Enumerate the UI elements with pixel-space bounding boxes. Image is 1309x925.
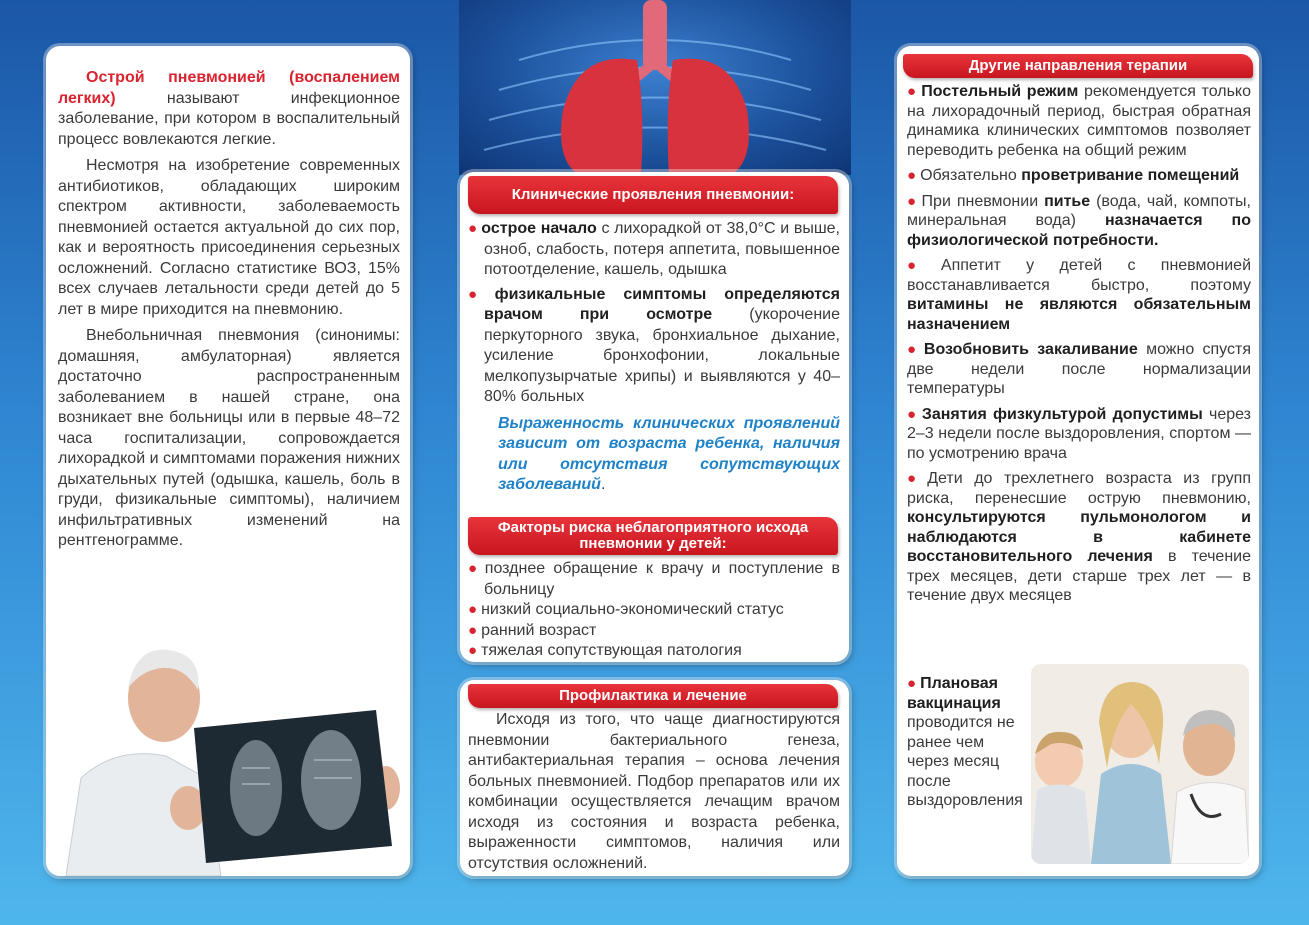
risk-item — [468, 621, 840, 642]
intro-text — [58, 68, 400, 552]
clinical-note-text: Выраженность клинических проявлений зависит от возраста ребенка, наличия или отсутствия сопутствующих заболеваний — [498, 414, 840, 493]
community-pneumonia-paragraph: Внебольничная пневмония (синонимы: домашняя, амбулаторная) является достаточно распространенным заболеванием в нашей стране, она возникает вне больницы или в первые 48–72 часа госпитализации, сопровождается лихорадкой и симптомами поражения нижних дыхательных путей (одышка, кашель, боль в груди, физикальные симптомы), наличием инфильтративных изменений на рентгенограмме. — [58, 327, 400, 549]
followup-pre: Дети до трехлетнего возраста из групп риска, перенесшие острую пневмонию, — [907, 470, 1251, 507]
bullet-icon: ● — [907, 167, 917, 184]
sport-term: Занятия физкультурой допустимы — [921, 405, 1203, 423]
followup-term: консультируются пульмонологом и наблюдаются в кабинете восстановительного лечения — [907, 509, 1251, 565]
physical-symptoms-term: физикальные симптомы определяются врачом при осмотре — [484, 285, 841, 323]
vaccination-term: Плановая вакцинация — [907, 675, 1001, 712]
acute-onset-text: с лихорадкой от 38,0°С и выше, озноб, слабость, потеря аппетита, повышенное потоотделение, кашель, одышка — [484, 220, 841, 278]
clinical-note-end: . — [600, 476, 606, 493]
hardening-term: Возобновить закаливание — [923, 341, 1138, 358]
bullet-icon: ● — [468, 560, 481, 577]
lungs-image — [459, 0, 851, 175]
other-therapy-title — [903, 54, 1253, 78]
prevention-text: Исходя из того, что чаще диагностируются пневмонии бактериального генеза, антибактериальная терапия – основа лечения больных пневмонией. Подбор препаратов или их комбинации осуществляется лечащим врачом исходя из состояния и возраста ребенка, выраженности симптомов, наличия или отсутствия осложнений. — [468, 711, 840, 872]
clinical-title-text: Клинические проявления пневмонии: — [511, 186, 795, 203]
bullet-icon: ● — [468, 642, 478, 659]
drinking-need: назначается по физиологической потребности. — [907, 212, 1251, 249]
risk-title-text: Факторы риска неблагоприятного исхода пневмонии у детей: — [497, 519, 809, 552]
risk-item-text: низкий социально-экономический статус — [481, 601, 784, 618]
pneumonia-definition-text: называют инфекционное заболевание, при котором в воспалительный процесс вовлекаются легкие. — [58, 89, 400, 148]
prevention-panel — [460, 680, 849, 876]
followup-item — [907, 469, 1251, 606]
appetite-item — [907, 256, 1251, 334]
doctor-xray-image — [56, 628, 406, 876]
left-panel — [46, 46, 410, 876]
prevention-title-text: Профилактика и лечение — [559, 687, 747, 704]
appetite-text: Аппетит у детей с пневмонией восстанавливается быстро, поэтому — [907, 257, 1252, 294]
bullet-icon: ● — [907, 675, 917, 692]
acute-onset-term: острое начало — [481, 220, 597, 237]
risk-item — [468, 559, 840, 600]
bullet-icon: ● — [907, 341, 920, 358]
clinical-title — [468, 176, 838, 214]
right-panel — [897, 46, 1259, 876]
vaccination-item — [907, 674, 1027, 811]
bullet-icon: ● — [468, 285, 491, 303]
risk-item-text: тяжелая сопутствующая патология — [481, 642, 742, 659]
bed-rest-item — [907, 82, 1251, 160]
risk-item — [468, 600, 840, 621]
other-therapy-title-text: Другие направления терапии — [968, 57, 1188, 74]
bullet-icon: ● — [468, 601, 478, 618]
clinical-list — [468, 219, 840, 496]
bullet-icon: ● — [907, 405, 918, 423]
risk-item-text: ранний возраст — [481, 621, 597, 639]
antibiotics-paragraph: Несмотря на изобретение современных антибиотиков, обладающих широким спектром активности, заболеваемость пневмонией остается актуальной до сих пор, как и вероятность присоединения серьезных осложнений. Согласно статистике ВОЗ, 15% всех случаев летальности среди детей до 5 лет в мире приходится на пневмонию. — [58, 157, 400, 318]
hardening-item — [907, 340, 1251, 399]
bullet-icon: ● — [907, 470, 924, 487]
drinking-mid: (вода, чай, компоты, минеральная вода) — [907, 192, 1251, 229]
drinking-term: питье — [1044, 192, 1091, 210]
bullet-icon: ● — [907, 83, 918, 100]
risk-item — [468, 641, 840, 662]
prevention-title — [468, 684, 838, 708]
drinking-item — [907, 192, 1251, 251]
clinical-item-physical — [468, 285, 840, 408]
sport-text: через 2–3 недели после выздоровления, спортом — по усмотрению врача — [907, 405, 1251, 462]
bullet-icon: ● — [907, 257, 937, 274]
vitamins-term: витамины не являются обязательным назначением — [907, 296, 1251, 333]
sport-item — [907, 405, 1251, 464]
followup-text: в течение трех месяцев, дети старше трех лет — в течение двух месяцев — [907, 548, 1251, 604]
risk-list — [468, 559, 840, 662]
ventilation-text: Обязательно — [920, 167, 1022, 184]
ventilation-term: проветривание помещений — [1021, 167, 1240, 184]
other-therapy-list — [907, 82, 1251, 606]
risk-item-text: позднее обращение к врачу и поступление в больницу — [484, 560, 840, 598]
clinical-item-acute — [468, 219, 840, 281]
ventilation-item — [907, 166, 1251, 186]
bullet-icon: ● — [468, 220, 478, 237]
clinical-note — [468, 414, 840, 496]
risk-title — [468, 517, 838, 555]
pneumonia-definition-term: Острой пневмонией (воспалением легких) — [58, 69, 400, 107]
bullet-icon: ● — [468, 621, 478, 639]
bullet-icon: ● — [907, 192, 918, 210]
hardening-text: можно спустя две недели после нормализации температуры — [907, 341, 1251, 397]
vaccination-text: проводится не ранее чем через месяц после выздоровления — [907, 714, 1023, 809]
clinical-panel — [460, 172, 849, 662]
bed-rest-term: Постельный режим — [921, 83, 1079, 100]
physical-symptoms-text: (укорочение перкуторного звука, бронхиальное дыхание, усиление бронхофонии, локальные мелкопузырчатые хрипы) и выявляются у 40–80% больных — [484, 306, 840, 405]
drinking-pre: При пневмонии — [921, 192, 1045, 210]
mother-child-doctor-image — [1031, 664, 1249, 864]
bed-rest-text: рекомендуется только на лихорадочный период, быстрая обратная динамика клинических симптомов позволяет переводить ребенка на общий режим — [907, 83, 1251, 159]
